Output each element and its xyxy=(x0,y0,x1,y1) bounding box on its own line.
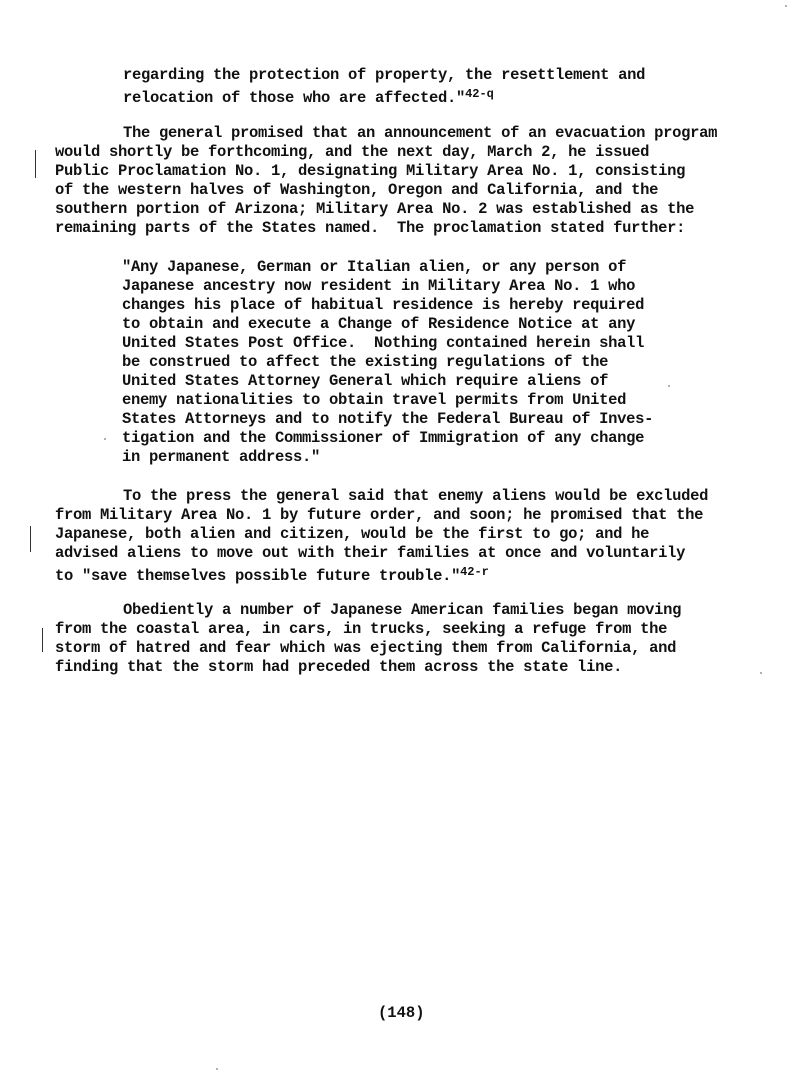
quote-line: Japanese ancestry now resident in Military Area No. 1 who xyxy=(122,277,636,295)
text-line: finding that the storm had preceded them across the state line. xyxy=(55,658,623,676)
text-line: remaining parts of the States named. The proclamation stated further: xyxy=(55,219,686,237)
text-line: relocation of those who are affected."$^{42-q}$ xyxy=(123,87,494,107)
quote-line: to obtain and execute a Change of Residence Notice at any xyxy=(122,315,636,333)
footnote-reference: 42-q xyxy=(465,87,494,101)
page-number: (148) xyxy=(378,1004,425,1022)
text-line: of the western halves of Washington, Oregon and California, and the xyxy=(55,181,659,199)
text-line: from Military Area No. 1 by future order, and soon; he promised that the xyxy=(55,506,704,524)
text-line: regarding the protection of property, the resettlement and xyxy=(123,66,646,84)
quote-line: United States Attorney General which require aliens of xyxy=(122,372,609,390)
margin-revision-bar xyxy=(42,628,43,652)
quote-line: States Attorneys and to notify the Federal Bureau of Inves- xyxy=(122,410,654,428)
text-line: would shortly be forthcoming, and the next day, March 2, he issued xyxy=(55,143,650,161)
text-line: to "save themselves possible future trouble."$^{42-r}$ xyxy=(55,565,489,585)
text-line: from the coastal area, in cars, in trucks, seeking a refuge from the xyxy=(55,620,668,638)
text-line: Japanese, both alien and citizen, would be the first to go; and he xyxy=(55,525,650,543)
margin-revision-bar xyxy=(35,150,36,178)
margin-revision-bar xyxy=(30,526,31,552)
scan-speck xyxy=(104,438,106,440)
quote-line: changes his place of habitual residence is hereby required xyxy=(122,296,645,314)
quote-line: United States Post Office. Nothing contained herein shall xyxy=(122,334,645,352)
text-line: The general promised that an announcement of an evacuation program xyxy=(123,124,718,142)
text-line: advised aliens to move out with their families at once and voluntarily xyxy=(55,544,686,562)
text-line: Public Proclamation No. 1, designating Military Area No. 1, consisting xyxy=(55,162,686,180)
footnote-reference: 42-r xyxy=(460,565,489,579)
scan-speck xyxy=(668,385,670,387)
text-line: storm of hatred and fear which was ejecting them from California, and xyxy=(55,639,677,657)
scan-speck xyxy=(760,672,762,674)
text-line: Obediently a number of Japanese American families began moving xyxy=(123,601,682,619)
text-line: southern portion of Arizona; Military Area No. 2 was established as the xyxy=(55,200,695,218)
text-line: To the press the general said that enemy aliens would be excluded xyxy=(123,487,709,505)
quote-line: tigation and the Commissioner of Immigration of any change xyxy=(122,429,645,447)
quote-line: in permanent address." xyxy=(122,448,321,466)
quote-line: "Any Japanese, German or Italian alien, or any person of xyxy=(122,258,627,276)
quote-line: be construed to affect the existing regulations of the xyxy=(122,353,609,371)
scan-speck xyxy=(785,5,787,7)
quote-line: enemy nationalities to obtain travel permits from United xyxy=(122,391,627,409)
scan-speck xyxy=(216,1068,218,1070)
